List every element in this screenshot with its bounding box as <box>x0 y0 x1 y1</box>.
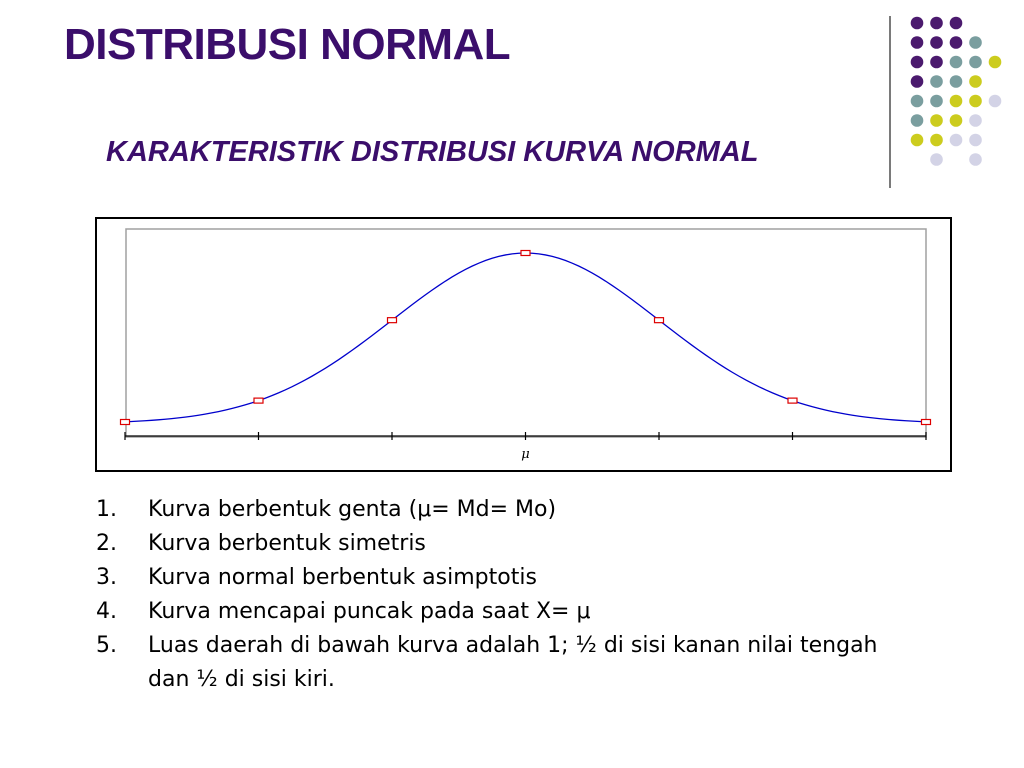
chart-svg <box>97 219 950 470</box>
purple-dot <box>911 56 924 69</box>
purple-dot <box>930 17 943 30</box>
yellow-dot <box>969 95 982 108</box>
teal-dot <box>911 95 924 108</box>
list-item-number: 4. <box>96 599 117 624</box>
teal-dot <box>950 56 963 69</box>
lavender-dot <box>969 153 982 166</box>
plot-frame <box>126 229 926 437</box>
list-item <box>96 527 916 561</box>
yellow-dot <box>950 114 963 127</box>
teal-dot <box>930 95 943 108</box>
curve-marker <box>121 420 130 425</box>
decorative-dot-grid <box>0 0 1024 200</box>
lavender-dot <box>989 95 1002 108</box>
curve-marker <box>388 318 397 323</box>
normal-curve-line <box>125 253 926 422</box>
curve-marker <box>922 420 931 425</box>
purple-dot <box>911 75 924 88</box>
list-item <box>96 561 916 595</box>
lavender-dot <box>969 114 982 127</box>
slide-subtitle: KARAKTERISTIK DISTRIBUSI KURVA NORMAL <box>106 136 759 168</box>
purple-dot <box>950 36 963 49</box>
purple-dot <box>911 36 924 49</box>
teal-dot <box>911 114 924 127</box>
yellow-dot <box>969 75 982 88</box>
lavender-dot <box>969 134 982 147</box>
yellow-dot <box>911 134 924 147</box>
list-item-number: 5. <box>96 633 117 658</box>
list-item-text: Kurva berbentuk simetris <box>148 531 426 556</box>
x-tick-label: μ <box>521 447 530 462</box>
purple-dot <box>930 36 943 49</box>
yellow-dot <box>930 134 943 147</box>
purple-dot <box>930 56 943 69</box>
curve-marker <box>655 318 664 323</box>
yellow-dot <box>950 95 963 108</box>
lavender-dot <box>930 153 943 166</box>
purple-dot <box>911 17 924 30</box>
list-item-text: Kurva mencapai puncak pada saat X= μ <box>148 599 591 624</box>
teal-dot <box>930 75 943 88</box>
teal-dot <box>950 75 963 88</box>
curve-marker <box>254 398 263 403</box>
curve-marker <box>521 251 530 256</box>
list-item-text: Luas daerah di bawah kurva adalah 1; ½ di sisi kanan nilai tengah dan ½ di sisi kiri. <box>148 633 878 692</box>
curve-marker <box>788 398 797 403</box>
slide-title: DISTRIBUSI NORMAL <box>64 20 511 69</box>
list-item-text: Kurva normal berbentuk asimptotis <box>148 565 537 590</box>
normal-curve-chart <box>95 217 952 472</box>
list-item-number: 3. <box>96 565 117 590</box>
list-item <box>96 595 916 629</box>
teal-dot <box>969 36 982 49</box>
yellow-dot <box>930 114 943 127</box>
yellow-dot <box>989 56 1002 69</box>
purple-dot <box>950 17 963 30</box>
lavender-dot <box>950 134 963 147</box>
list-item <box>96 493 916 527</box>
list-item-text: Kurva berbentuk genta (μ= Md= Mo) <box>148 497 557 522</box>
list-item-number: 2. <box>96 531 117 556</box>
teal-dot <box>969 56 982 69</box>
list-item <box>96 629 916 697</box>
list-item-number: 1. <box>96 497 117 522</box>
characteristics-list <box>96 493 916 697</box>
